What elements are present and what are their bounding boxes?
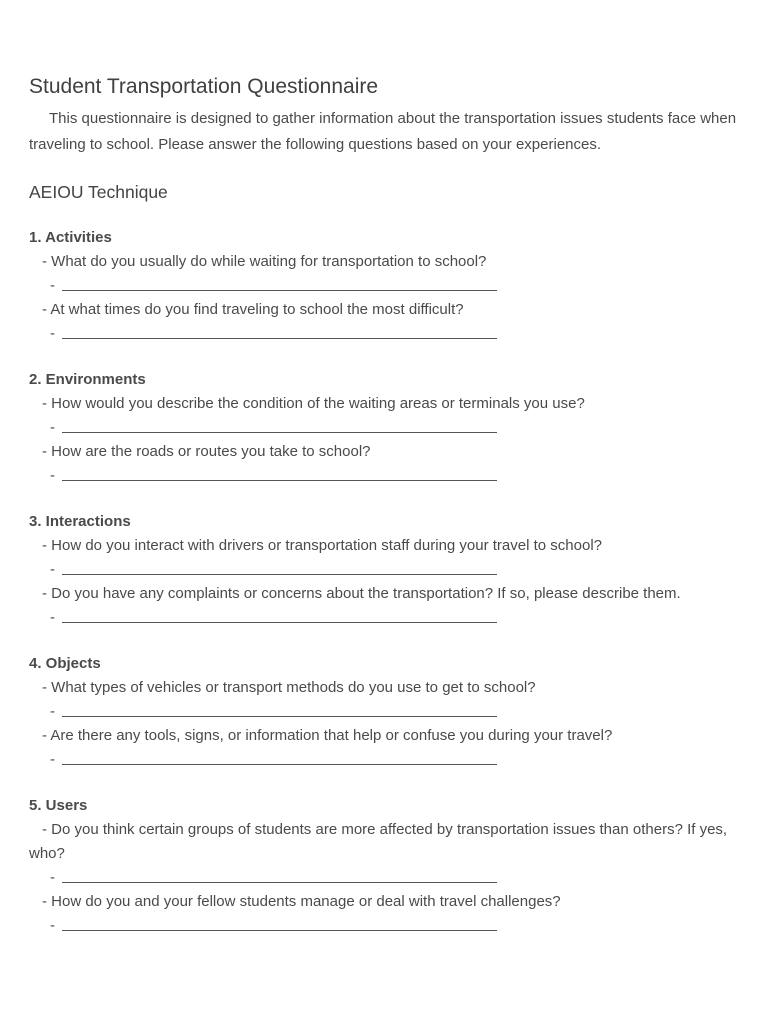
question-5-2: - How do you and your fellow students manage or deal with travel challenges? bbox=[42, 893, 561, 910]
answer-line-3-2[interactable] bbox=[29, 606, 749, 630]
question-5-1: - Do you think certain groups of students are more affected by transportation issues than others? If yes, who? bbox=[29, 821, 728, 862]
section-title: 5. Users bbox=[29, 797, 88, 814]
answer-underline bbox=[62, 290, 497, 291]
answer-line-5-2[interactable] bbox=[29, 914, 749, 938]
section-activities bbox=[29, 226, 749, 346]
answer-dash: - bbox=[50, 325, 55, 342]
page-title: Student Transportation Questionnaire bbox=[29, 75, 379, 98]
question-1-1: - What do you usually do while waiting for transportation to school? bbox=[42, 253, 487, 270]
intro-paragraph: This questionnaire is designed to gather information about the transportation issues students face when traveling to school. Please answer the following questions based on your experiences. bbox=[29, 110, 737, 153]
answer-underline bbox=[62, 716, 497, 717]
answer-dash: - bbox=[50, 751, 55, 768]
section-title: 2. Environments bbox=[29, 371, 146, 388]
answer-dash: - bbox=[50, 609, 55, 626]
answer-dash: - bbox=[50, 869, 55, 886]
technique-heading: AEIOU Technique bbox=[29, 182, 168, 202]
answer-line-3-1[interactable] bbox=[29, 558, 749, 582]
section-users bbox=[29, 794, 749, 938]
answer-dash: - bbox=[50, 277, 55, 294]
question-2-1: - How would you describe the condition of the waiting areas or terminals you use? bbox=[42, 395, 585, 412]
answer-dash: - bbox=[50, 419, 55, 436]
answer-line-2-2[interactable] bbox=[29, 464, 749, 488]
answer-line-4-2[interactable] bbox=[29, 748, 749, 772]
question-4-2: - Are there any tools, signs, or information that help or confuse you during your travel? bbox=[42, 727, 613, 744]
answer-underline bbox=[62, 574, 497, 575]
answer-line-5-1[interactable] bbox=[29, 866, 749, 890]
answer-dash: - bbox=[50, 561, 55, 578]
answer-dash: - bbox=[50, 917, 55, 934]
answer-dash: - bbox=[50, 703, 55, 720]
question-2-2: - How are the roads or routes you take to school? bbox=[42, 443, 371, 460]
answer-line-4-1[interactable] bbox=[29, 700, 749, 724]
section-objects bbox=[29, 652, 749, 772]
answer-line-2-1[interactable] bbox=[29, 416, 749, 440]
section-environments bbox=[29, 368, 749, 488]
section-interactions bbox=[29, 510, 749, 630]
answer-underline bbox=[62, 338, 497, 339]
answer-underline bbox=[62, 882, 497, 883]
answer-underline bbox=[62, 930, 497, 931]
question-3-2: - Do you have any complaints or concerns about the transportation? If so, please describe them. bbox=[42, 585, 681, 602]
answer-underline bbox=[62, 622, 497, 623]
answer-underline bbox=[62, 764, 497, 765]
answer-line-1-1[interactable] bbox=[29, 274, 749, 298]
answer-underline bbox=[62, 480, 497, 481]
question-3-1: - How do you interact with drivers or transportation staff during your travel to school? bbox=[42, 537, 602, 554]
section-title: 3. Interactions bbox=[29, 513, 131, 530]
section-title: 1. Activities bbox=[29, 229, 112, 246]
question-4-1: - What types of vehicles or transport methods do you use to get to school? bbox=[42, 679, 536, 696]
section-title: 4. Objects bbox=[29, 655, 101, 672]
answer-underline bbox=[62, 432, 497, 433]
question-1-2: - At what times do you find traveling to school the most difficult? bbox=[42, 301, 464, 318]
questionnaire-page bbox=[29, 72, 749, 938]
answer-dash: - bbox=[50, 467, 55, 484]
answer-line-1-2[interactable] bbox=[29, 322, 749, 346]
